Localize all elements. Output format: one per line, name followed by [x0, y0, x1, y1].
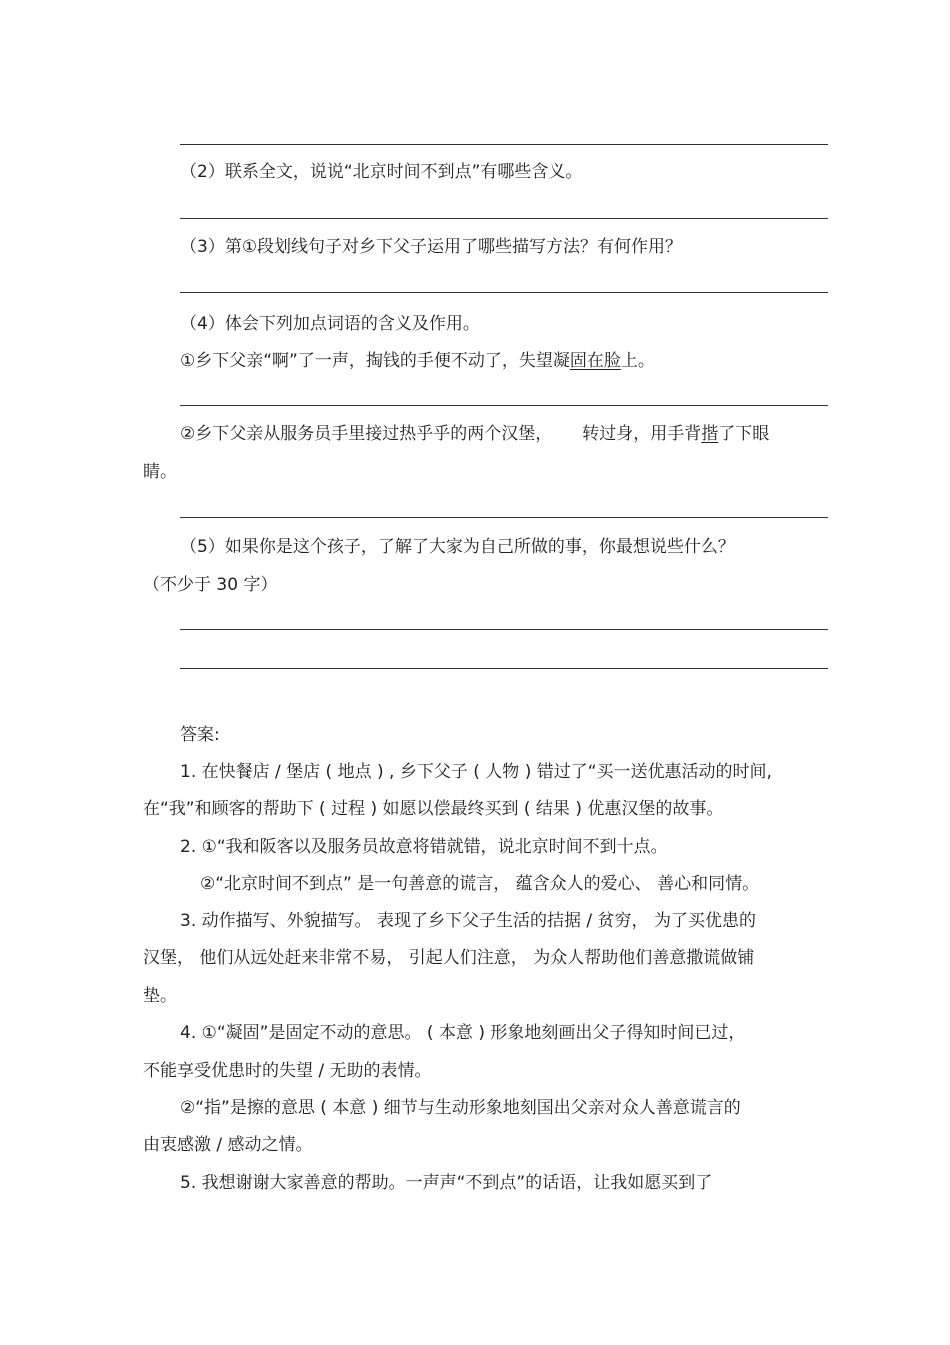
- answer-4-line-2: 不能享受优患时的失望 / 无助的表情。: [143, 1061, 432, 1081]
- answer-line-q3: [180, 292, 828, 293]
- answer-line-q5-2: [180, 668, 828, 669]
- question-4-item-2-underlined: 揩: [701, 424, 719, 444]
- answers-heading: 答案:: [180, 725, 220, 745]
- answer-line-q4-1: [180, 405, 828, 406]
- answer-2-line-2: ②“北京时间不到点” 是一句善意的谎言， 蕴含众人的爱心、 善心和同情。: [200, 874, 760, 894]
- answer-1-line-1: 1. 在快餐店 / 堡店 ( 地点 ) , 乡下父子 ( 人物 ) 错过了“买一送优惠活动的时间,: [180, 762, 772, 782]
- answer-2-line-1: 2. ①“我和阪客以及服务员故意将错就错，说北京时间不到十点。: [180, 837, 668, 857]
- answer-3-line-1: 3. 动作描写、外貌描写。 表现了乡下父子生活的拮据 / 贫穷， 为了买优患的: [180, 911, 756, 931]
- answer-4-line-3: ②“指”是擦的意思 ( 本意 ) 细节与生动形象地刻国出父亲对众人善意谎言的: [180, 1098, 741, 1118]
- answer-line-q2: [180, 218, 828, 219]
- question-4-item-2-text: ②乡下父亲从服务员手里接过热乎乎的两个汉堡，: [180, 424, 553, 444]
- question-4-item-2: [180, 424, 769, 444]
- question-4-item-2-mid: 转过身，用手背: [582, 424, 702, 444]
- answer-1-line-2: 在“我”和顾客的帮助下 ( 过程 ) 如愿以偿最终买到 ( 结果 ) 优惠汉堡的故事。: [143, 799, 724, 819]
- answer-line-q4-2: [180, 517, 828, 518]
- question-5: （5）如果你是这个孩子，了解了大家为自己所做的事，你最想说些什么？: [180, 537, 735, 557]
- question-4-item-1-underlined: 固在脸: [569, 351, 621, 371]
- question-4-intro: （4）体会下列加点词语的含义及作用。: [180, 314, 480, 334]
- question-5-note: （不少于 30 字）: [143, 575, 278, 595]
- question-4-item-2-cont: 睛。: [143, 462, 177, 482]
- question-2: （2）联系全文，说说“北京时间不到点”有哪些含义。: [180, 162, 583, 182]
- question-4-item-2-end: 了下眼: [718, 424, 770, 444]
- answer-line-q5-1: [180, 629, 828, 630]
- answer-line-q1: [180, 144, 828, 145]
- answer-5-line-1: 5. 我想谢谢大家善意的帮助。一声声“不到点”的话语，让我如愿买到了: [180, 1173, 713, 1193]
- answer-3-line-3: 垫。: [143, 986, 177, 1006]
- answer-3-line-2: 汉堡， 他们从远处赶来非常不易， 引起人们注意， 为众人帮助他们善意撒谎做铺: [143, 948, 755, 968]
- answer-4-line-4: 由衷感激 / 感动之情。: [143, 1135, 313, 1155]
- question-3: （3）第①段划线句子对乡下父子运用了哪些描写方法？有何作用？: [180, 237, 683, 257]
- question-4-item-1: [180, 351, 655, 371]
- answer-4-line-1: 4. ①“凝固”是固定不动的意思。 ( 本意 ) 形象地刻画出父子得知时间已过，: [180, 1023, 746, 1043]
- question-4-item-1-end: 上。: [620, 351, 655, 371]
- question-4-item-1-text: ①乡下父亲“啊”了一声，掏钱的手便不动了，失望凝: [180, 351, 570, 371]
